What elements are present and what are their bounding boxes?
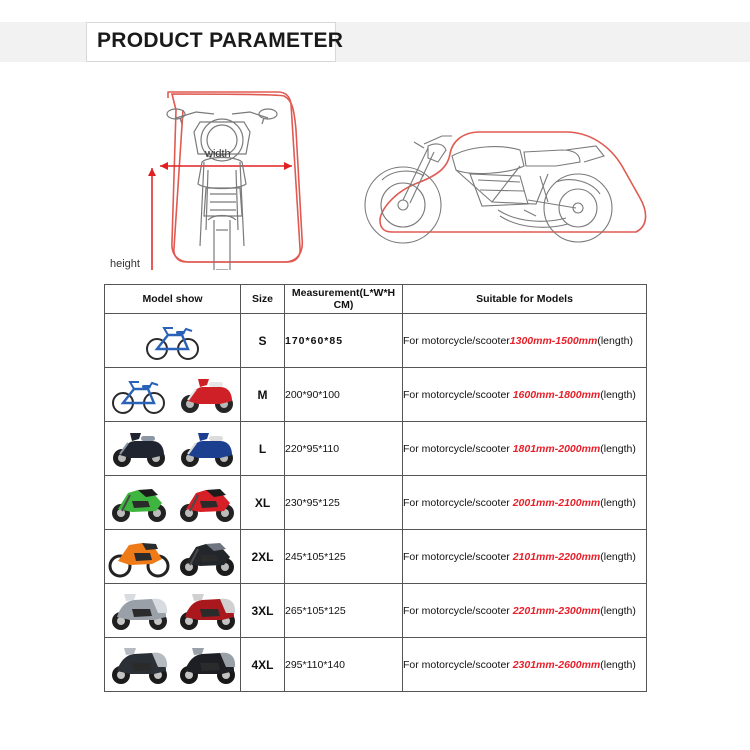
cell-size: 2XL — [241, 530, 285, 584]
suitable-prefix: For motorcycle/scooter — [403, 388, 513, 401]
suitable-range: 2201mm-2300mm — [512, 604, 601, 617]
cell-model-show — [105, 422, 241, 476]
model-thumbnail-scooter-red — [176, 373, 238, 417]
suitable-range: 2001mm-2100mm — [512, 496, 601, 509]
model-thumbnails — [105, 369, 240, 421]
header-size: Size — [241, 285, 285, 314]
suitable-range: 1300mm-1500mm — [509, 334, 598, 347]
suitable-suffix: (length) — [600, 604, 636, 617]
spec-table-wrap — [104, 284, 646, 692]
cell-suitable-models — [403, 530, 647, 584]
model-thumbnails — [105, 585, 240, 637]
cell-size: 4XL — [241, 638, 285, 692]
model-thumbnail-scooter-blue — [176, 427, 238, 471]
cell-measurement: 200*90*100 — [285, 368, 403, 422]
height-label: height — [110, 258, 140, 270]
model-thumbnails — [105, 315, 240, 367]
page-title: PRODUCT PARAMETER — [97, 29, 344, 52]
model-thumbnail-sportbike-red — [176, 481, 238, 525]
cell-measurement: 265*105*125 — [285, 584, 403, 638]
suitable-prefix: For motorcycle/scooter — [403, 496, 513, 509]
cell-suitable-models — [403, 584, 647, 638]
model-thumbnails — [105, 477, 240, 529]
suitable-suffix: (length) — [600, 442, 636, 455]
cell-measurement: 220*95*110 — [285, 422, 403, 476]
cell-model-show — [105, 638, 241, 692]
cell-suitable-models — [403, 422, 647, 476]
table-row — [105, 584, 647, 638]
suitable-range: 1801mm-2000mm — [512, 442, 601, 455]
table-row — [105, 368, 647, 422]
suitable-prefix: For motorcycle/scooter — [403, 550, 513, 563]
header-suitable-for-models: Suitable for Models — [403, 285, 647, 314]
suitable-range: 1600mm-1800mm — [512, 388, 601, 401]
table-row — [105, 638, 647, 692]
cell-measurement: 170*60*85 — [285, 314, 403, 368]
cell-measurement: 245*105*125 — [285, 530, 403, 584]
header-measurement: Measurement(L*W*H CM) — [285, 285, 403, 314]
model-thumbnail-tourer-silver — [108, 589, 170, 633]
cell-suitable-models — [403, 476, 647, 530]
illustration-area — [0, 70, 750, 270]
cell-measurement: 295*110*140 — [285, 638, 403, 692]
cell-model-show — [105, 314, 241, 368]
spec-table — [104, 284, 647, 692]
model-thumbnails — [105, 531, 240, 583]
table-header-row — [105, 285, 647, 314]
suitable-prefix: For motorcycle/scooter — [403, 442, 513, 455]
width-label: width — [205, 148, 231, 160]
suitable-range: 2301mm-2600mm — [512, 658, 601, 671]
cell-size: L — [241, 422, 285, 476]
suitable-suffix: (length) — [597, 334, 633, 347]
table-row — [105, 530, 647, 584]
model-thumbnails — [105, 423, 240, 475]
cell-model-show — [105, 584, 241, 638]
suitable-prefix: For motorcycle/scooter — [403, 604, 513, 617]
cell-suitable-models — [403, 638, 647, 692]
model-thumbnail-bicycle-blue — [142, 319, 204, 363]
model-thumbnail-cruiser-black — [176, 643, 238, 687]
header-model-show: Model show — [105, 285, 241, 314]
cell-model-show — [105, 476, 241, 530]
cell-size: M — [241, 368, 285, 422]
suitable-range: 2101mm-2200mm — [512, 550, 601, 563]
cell-size: XL — [241, 476, 285, 530]
suitable-prefix: For motorcycle/scooter — [403, 334, 510, 347]
table-head — [105, 285, 647, 314]
cell-model-show — [105, 530, 241, 584]
model-thumbnail-tourer-black — [108, 643, 170, 687]
suitable-suffix: (length) — [600, 658, 636, 671]
model-thumbnail-enduro-orange — [108, 535, 170, 579]
table-row — [105, 476, 647, 530]
table-body — [105, 314, 647, 692]
cell-model-show — [105, 368, 241, 422]
suitable-suffix: (length) — [600, 496, 636, 509]
table-row — [105, 314, 647, 368]
suitable-prefix: For motorcycle/scooter — [403, 658, 513, 671]
cell-suitable-models — [403, 368, 647, 422]
model-thumbnail-naked-black — [176, 535, 238, 579]
cell-measurement: 230*95*125 — [285, 476, 403, 530]
suitable-suffix: (length) — [600, 388, 636, 401]
table-row — [105, 422, 647, 476]
model-thumbnail-bicycle-blue — [108, 373, 170, 417]
illustration-svg — [0, 70, 750, 270]
model-thumbnails — [105, 639, 240, 691]
model-thumbnail-underbone-dark — [108, 427, 170, 471]
cell-suitable-models — [403, 314, 647, 368]
cell-size: 3XL — [241, 584, 285, 638]
model-thumbnail-cruiser-red — [176, 589, 238, 633]
model-thumbnail-sportbike-green — [108, 481, 170, 525]
cell-size: S — [241, 314, 285, 368]
suitable-suffix: (length) — [600, 550, 636, 563]
